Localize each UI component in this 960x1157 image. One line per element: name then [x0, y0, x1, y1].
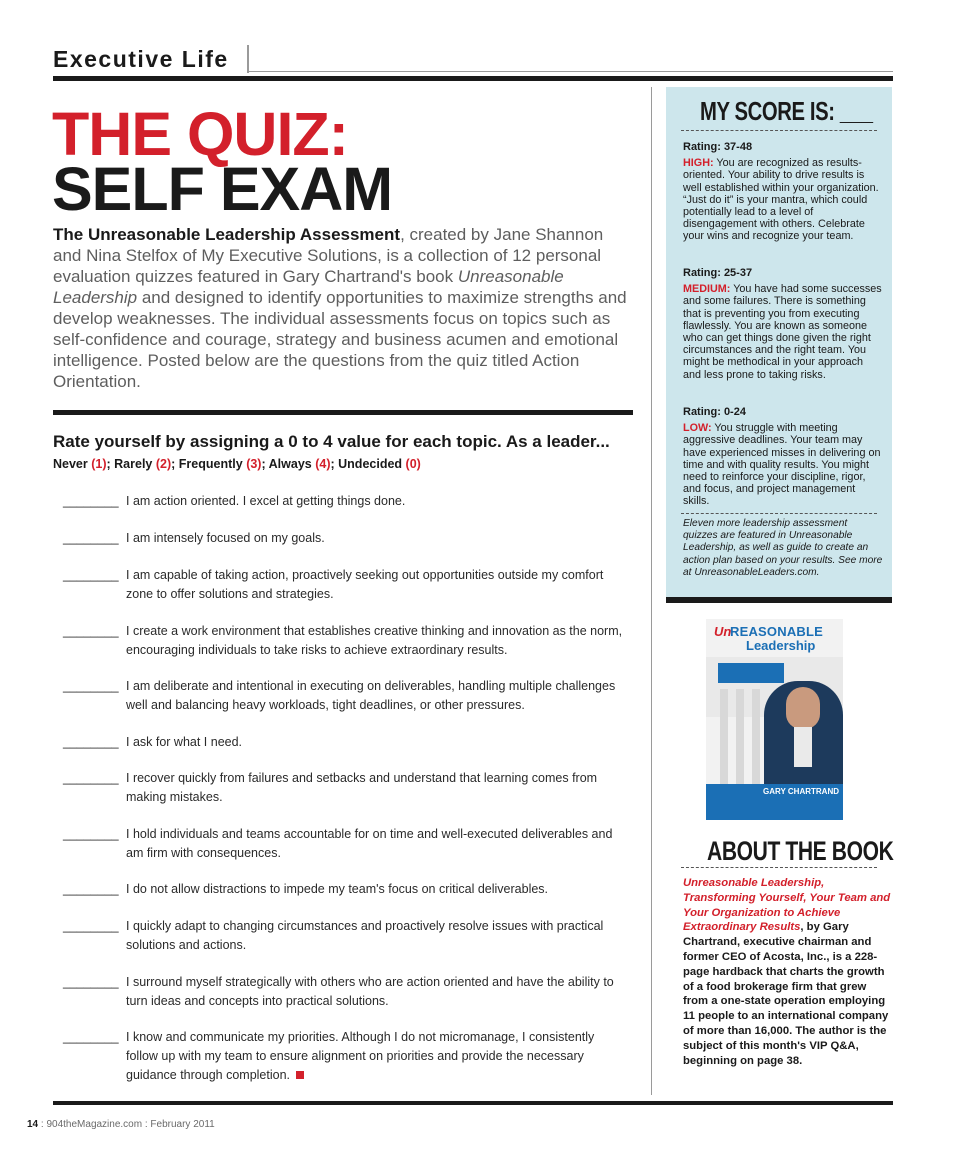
- cover-pillar: [752, 689, 760, 789]
- score-bottom-rule: [666, 597, 892, 603]
- scale-value: (2): [155, 457, 172, 471]
- scale-sep: ;: [261, 457, 269, 471]
- quiz-question: [63, 880, 623, 899]
- section-label: Executive Life: [53, 46, 229, 72]
- intro-paragraph: [53, 224, 633, 392]
- quiz-question: [63, 917, 623, 955]
- question-text: I recover quickly from failures and setbacks and understand that learning comes from making mistakes.: [126, 771, 598, 804]
- scale-label: Rarely: [114, 457, 153, 471]
- answer-blank[interactable]: ________: [63, 771, 119, 785]
- answer-blank[interactable]: ________: [63, 679, 119, 693]
- about-text: [683, 876, 893, 1068]
- section-hairline: [249, 71, 893, 72]
- quiz-question: [63, 566, 623, 604]
- question-text: I hold individuals and teams accountable for on time and well-executed deliverables and am firm with consequences.: [126, 827, 613, 860]
- quiz-question: [63, 733, 623, 752]
- rating-range: Rating: 0-24: [683, 406, 746, 418]
- rating-range: Rating: 25-37: [683, 267, 753, 279]
- scale-label: Undecided: [338, 457, 403, 471]
- answer-blank[interactable]: ________: [63, 531, 119, 545]
- dashed-rule: [681, 130, 877, 131]
- score-note: Eleven more leadership assessment quizzes are featured in Unreasonable Leadership, as well as guide to create an action plan based on your results. See more at UnreasonableLeaders.com.: [683, 518, 883, 578]
- answer-blank[interactable]: ________: [63, 975, 119, 989]
- question-text: I am capable of taking action, proactively seeking out opportunities outside my comfort zone to offer solutions and strategies.: [126, 568, 604, 601]
- answer-blank[interactable]: ________: [63, 1030, 119, 1044]
- rating-level: HIGH:: [683, 157, 714, 170]
- cover-title-un: Un: [714, 624, 732, 639]
- top-rule: [53, 76, 893, 81]
- section-divider: [247, 45, 249, 73]
- intro-text-1: , created by Jane Shannon and Nina Stelfox of My Executive Solutions, is a collection of 12 personal evaluation quizzes featured in Gary Chartrand's book: [53, 225, 604, 286]
- question-text: [126, 1028, 623, 1085]
- author-face: [786, 687, 820, 729]
- about-title: ABOUT THE BOOK: [707, 836, 894, 866]
- answer-blank[interactable]: ________: [63, 494, 119, 508]
- scale-value: (1): [91, 457, 107, 471]
- answer-blank[interactable]: ________: [63, 919, 119, 933]
- end-mark-icon: [296, 1071, 304, 1079]
- question-text: I create a work environment that establishes creative thinking and innovation as the norm, encouraging individuals to take risks to achieve extraordinary results.: [126, 624, 623, 657]
- rating-range: Rating: 37-48: [683, 141, 753, 153]
- rating-level: LOW:: [683, 422, 712, 435]
- scale-value: (4): [315, 457, 331, 471]
- dashed-rule: [681, 867, 877, 868]
- question-text: I am intensely focused on my goals.: [126, 531, 325, 545]
- scale-sep: ;: [106, 457, 115, 471]
- question-text-content: I know and communicate my priorities. Although I do not micromanage, I consistently follow up with my team to ensure alignment on priorities and provide the necessary guidance through completion.: [126, 1030, 595, 1082]
- intro-text-2: and designed to identify opportunities to maximize strengths and develop weaknesses. The individual assessments focus on topics such as self-confidence and courage, strategy and business acumen and emotional intelligence. Posted below are the questions from the quiz titled Action Orientation.: [53, 288, 627, 391]
- about-book-title: Unreasonable Leadership, Transforming Yourself, Your Team and Your Organization to Achieve Extraordinary Results: [683, 877, 891, 934]
- cover-pillar: [720, 689, 728, 789]
- rating-text: You are recognized as results-oriented. Your ability to drive results is well established within your organization. “Just do it” is your mantra, which could potentially lead to a level of disengagement with others. Celebrate your wins and recognize your team.: [683, 157, 879, 243]
- quiz-question: [63, 825, 623, 863]
- scale-value: (0): [405, 457, 421, 471]
- quiz-question: [63, 973, 623, 1011]
- scale-label: Never: [53, 457, 88, 471]
- quiz-question: [63, 492, 623, 511]
- intro-rule: [53, 410, 633, 415]
- cover-pillar: [736, 689, 744, 789]
- cover-title-leadership: Leadership: [746, 638, 816, 653]
- quiz-question: [63, 769, 623, 807]
- question-text: I am action oriented. I excel at getting things done.: [126, 494, 406, 508]
- rating-text: You struggle with meeting aggressive deadlines. Your team may have experienced misses in delivering on time and with quality results. You might need to reinforce your discipline, rigor, and focus, and project management skills.: [683, 422, 881, 508]
- scale-sep: ;: [171, 457, 179, 471]
- bottom-rule: [53, 1101, 893, 1105]
- rating-text: You have had some successes and some failures. There is something that is preventing you from executing flawlessly. You are known as someone who can get things done given the right circumstances and the right team. You might be methodical in your approach and less prone to taking risks.: [683, 283, 882, 381]
- scale-label: Always: [268, 457, 312, 471]
- score-title: MY SCORE IS: ___: [700, 96, 873, 126]
- cover-banner: [718, 663, 784, 683]
- page-number: 14: [27, 1119, 39, 1130]
- footer: [27, 1119, 215, 1130]
- scale-sep: ;: [330, 457, 339, 471]
- answer-blank[interactable]: ________: [63, 827, 119, 841]
- intro-book-title: Unreasonable Leadership: [53, 267, 564, 307]
- book-cover-image: [706, 619, 843, 820]
- question-text: I ask for what I need.: [126, 735, 243, 749]
- answer-blank[interactable]: ________: [63, 735, 119, 749]
- footer-text: : 904theMagazine.com : February 2011: [38, 1119, 215, 1130]
- question-text: I quickly adapt to changing circumstances and proactively resolve issues with practical solutions and actions.: [126, 919, 604, 952]
- rating-level: MEDIUM:: [683, 283, 731, 296]
- quiz-heading: Rate yourself by assigning a 0 to 4 value for each topic. As a leader...: [53, 432, 610, 451]
- quiz-question: [63, 529, 623, 548]
- intro-lead: The Unreasonable Leadership Assessment: [53, 225, 401, 244]
- cover-author: GARY CHARTRAND: [763, 787, 839, 796]
- question-text: I am deliberate and intentional in executing on deliverables, handling multiple challenges well and balancing heavy workloads, tight deadlines, or other pressures.: [126, 679, 616, 712]
- author-shirt: [794, 727, 812, 767]
- quiz-question: [63, 1028, 623, 1085]
- scale-label: Frequently: [178, 457, 243, 471]
- rating-high: [683, 141, 883, 243]
- column-divider: [651, 87, 652, 1095]
- answer-blank[interactable]: ________: [63, 568, 119, 582]
- title-line-1: THE QUIZ:: [52, 100, 348, 168]
- scale-value: (3): [246, 457, 262, 471]
- quiz-question: [63, 622, 623, 660]
- rating-scale: [53, 457, 421, 471]
- answer-blank[interactable]: ________: [63, 624, 119, 638]
- about-description: , by Gary Chartrand, executive chairman and former CEO of Acosta, Inc., is a 228-page hardback that charts the growth of a food brokerage firm that grew from a one-state operation employing 11 people to an international company of more than 16,000. The author is the subject of this month's VIP Q&A, beginning on page 38.: [683, 921, 889, 1067]
- cover-title-reasonable: REASONABLE: [730, 624, 824, 639]
- question-text: I surround myself strategically with others who are action oriented and have the ability to turn ideas and concepts into practical solutions.: [126, 975, 614, 1008]
- title-line-2: SELF EXAM: [52, 155, 393, 223]
- rating-medium: [683, 267, 883, 381]
- quiz-question: [63, 677, 623, 715]
- rating-low: [683, 406, 883, 508]
- question-text: I do not allow distractions to impede my team's focus on critical deliverables.: [126, 882, 549, 896]
- dashed-rule: [681, 513, 877, 514]
- answer-blank[interactable]: ________: [63, 882, 119, 896]
